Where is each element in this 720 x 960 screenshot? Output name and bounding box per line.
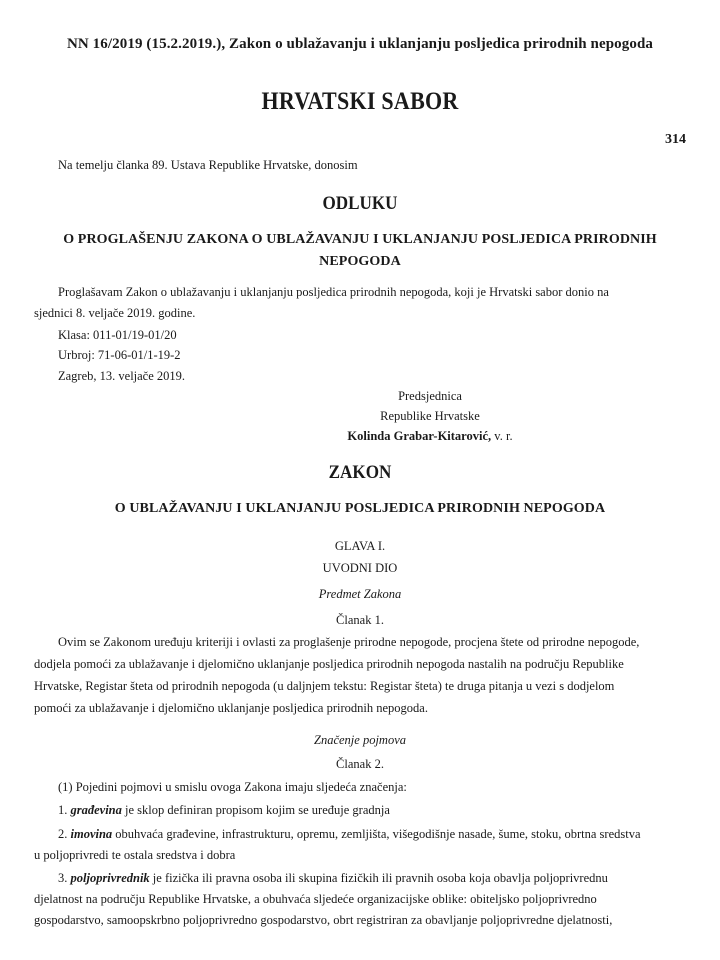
article-1-heading: Članak 1.	[336, 613, 384, 627]
place-date: Zagreb, 13. veljače 2019.	[58, 369, 186, 383]
document-number: 314	[665, 132, 686, 147]
article-1-line-2: dodjela pomoći za ublažavanje i djelomično uklanjanje posljedica prirodnih nepogoda nastalih na području Republike	[34, 657, 624, 671]
item-1-text: je sklop definiran propisom kojim se uređuje gradnja	[121, 803, 390, 817]
signer-title-2: Republike Hrvatske	[380, 409, 480, 423]
definition-item-2	[58, 824, 641, 845]
item-1-number: 1.	[58, 803, 71, 817]
article-1-line-3: Hrvatske, Registar šteta od prirodnih nepogoda (u daljnjem tekstu: Registar šteta) te druga pitanja u vezi s dodjelom	[34, 679, 615, 693]
decision-intro: Na temelju članka 89. Ustava Republike Hrvatske, donosim	[58, 158, 358, 172]
chapter-number: GLAVA I.	[334, 539, 386, 553]
item-2-text: obuhvaća građevine, infrastrukturu, opremu, zemljišta, višegodišnje nasade, šume, stoku, obrtna sredstva	[112, 827, 641, 841]
chapter-name: UVODNI DIO	[322, 561, 398, 575]
klasa: Klasa: 011-01/19-01/20	[58, 328, 177, 342]
gazette-header: NN 16/2019 (15.2.2019.), Zakon o ublažavanju i uklanjanju posljedica prirodnih nepogoda	[66, 36, 654, 52]
item-2-line-2: u poljoprivredi te ostala sredstva i dobra	[34, 848, 236, 862]
item-3-term: poljoprivrednik	[70, 871, 150, 885]
definition-item-3	[58, 868, 608, 889]
item-3-number: 3.	[58, 871, 71, 885]
item-2-number: 2.	[58, 827, 71, 841]
signer-suffix: v. r.	[491, 429, 513, 443]
urbroj: Urbroj: 71-06-01/1-19-2	[58, 348, 181, 362]
decision-subtitle-2: NEPOGODA	[319, 254, 401, 269]
decision-body-2: sjednici 8. veljače 2019. godine.	[34, 306, 196, 320]
decision-subtitle-1: O PROGLAŠENJU ZAKONA O UBLAŽAVANJU I UKLANJANJU POSLJEDICA PRIRODNIH	[63, 232, 657, 247]
law-title: ZAKON	[328, 462, 392, 483]
decision-title: ODLUKU	[322, 193, 398, 214]
law-subtitle: O UBLAŽAVANJU I UKLANJANJU POSLJEDICA PRIRODNIH NEPOGODA	[114, 501, 606, 516]
section-heading-1: Predmet Zakona	[318, 587, 402, 601]
parliament-title: HRVATSKI SABOR	[261, 88, 459, 115]
article-2-heading: Članak 2.	[336, 757, 384, 771]
decision-body-1: Proglašavam Zakon o ublažavanju i uklanjanju posljedica prirodnih nepogoda, koji je Hrvatski sabor donio na	[58, 285, 609, 299]
definition-item-1	[58, 800, 390, 821]
signer-title-1: Predsjednica	[398, 389, 462, 403]
signer-name: Kolinda Grabar-Kitarović,	[347, 429, 492, 443]
item-3-line-2: djelatnost na području Republike Hrvatske, a obuhvaća sljedeće organizacijske oblike: obiteljsko poljoprivredno	[34, 892, 597, 906]
section-heading-2: Značenje pojmova	[314, 733, 406, 747]
item-2-term: imovina	[70, 827, 113, 841]
item-3-line-3: gospodarstvo, samoopskrbno poljoprivredno gospodarstvo, obrt registriran za obavljanje poljoprivredne djelatnosti,	[34, 913, 613, 927]
article-1-line-4: pomoći za ublažavanje i djelomično uklanjanje posljedica prirodnih nepogoda.	[34, 701, 428, 715]
article-2-intro: (1) Pojedini pojmovi u smislu ovoga Zakona imaju sljedeća značenja:	[58, 780, 407, 794]
article-1-line-1: Ovim se Zakonom uređuju kriteriji i ovlasti za proglašenje prirodne nepogode, procjena štete od prirodne nepogode,	[58, 635, 640, 649]
item-3-text: je fizička ili pravna osoba ili skupina fizičkih ili pravnih osoba koja obavlja poljoprivrednu	[149, 871, 608, 885]
signer	[300, 426, 560, 447]
item-1-term: građevina	[70, 803, 122, 817]
